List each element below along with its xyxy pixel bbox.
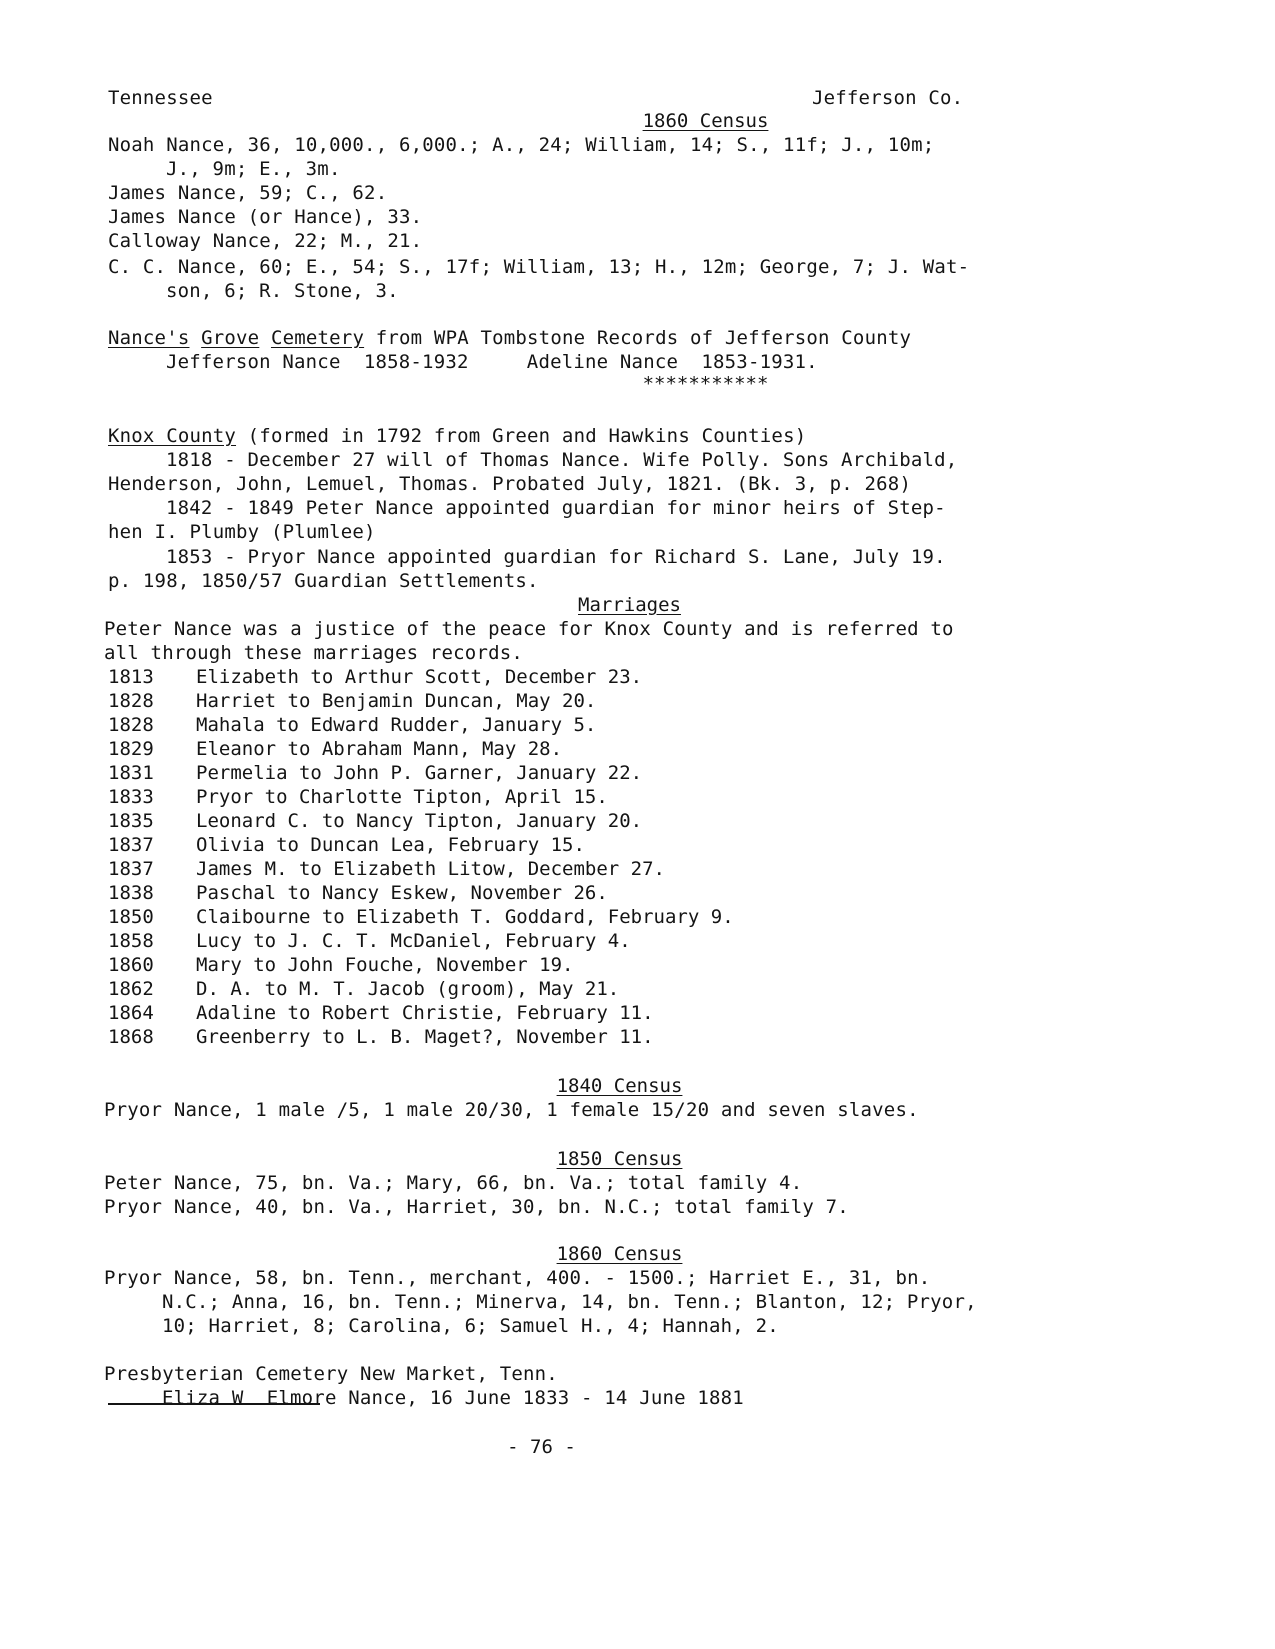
marriage-year: 1828 <box>108 714 154 736</box>
knox-line: p. 198, 1850/57 Guardian Settlements. <box>108 570 539 592</box>
marriage-year: 1850 <box>108 906 154 928</box>
census-line: James Nance, 59; C., 62. <box>108 182 388 204</box>
marriage-year: 1829 <box>108 738 154 760</box>
marriage-year: 1828 <box>108 690 154 712</box>
section-separator: *********** <box>642 373 769 395</box>
census-1860-knox-line: Pryor Nance, 58, bn. Tenn., merchant, 400. - 1500.; Harriet E., 31, bn. <box>104 1267 931 1289</box>
marriage-year: 1813 <box>108 666 154 688</box>
marriage-year: 1868 <box>108 1026 154 1048</box>
census-1850-line: Pryor Nance, 40, bn. Va., Harriet, 30, bn. N.C.; total family 7. <box>104 1196 849 1218</box>
marriage-year: 1837 <box>108 834 154 856</box>
census-line: son, 6; R. Stone, 3. <box>166 280 399 302</box>
marriage-text: Eleanor to Abraham Mann, May 28. <box>196 738 563 760</box>
knox-county-label: Knox County <box>108 425 237 447</box>
knox-heading <box>108 424 806 448</box>
marriage-text: Mary to John Fouche, November 19. <box>196 954 574 976</box>
census-1860-knox-heading: 1860 Census <box>556 1243 683 1265</box>
header-state: Tennessee <box>108 87 213 109</box>
marriage-text: Permelia to John P. Garner, January 22. <box>196 762 643 784</box>
marriage-text: Adaline to Robert Christie, February 11. <box>196 1002 654 1024</box>
census-1840-heading: 1840 Census <box>556 1075 683 1097</box>
marriages-intro: Peter Nance was a justice of the peace for Knox County and is referred to <box>104 618 954 640</box>
census-1850-line: Peter Nance, 75, bn. Va.; Mary, 66, bn. Va.; total family 4. <box>104 1172 803 1194</box>
footnote-title: Presbyterian Cemetery New Market, Tenn. <box>104 1363 558 1385</box>
cemetery-name-word: Grove <box>201 327 260 349</box>
census-1860-jefferson-heading: 1860 Census <box>642 110 769 132</box>
cemetery-name-word: Cemetery <box>270 327 365 349</box>
marriage-text: James M. to Elizabeth Litow, December 27. <box>196 858 665 880</box>
marriage-year: 1831 <box>108 762 154 784</box>
census-1860-knox-line: N.C.; Anna, 16, bn. Tenn.; Minerva, 14, bn. Tenn.; Blanton, 12; Pryor, <box>162 1291 977 1313</box>
census-1860-knox-line: 10; Harriet, 8; Carolina, 6; Samuel H., 4; Hannah, 2. <box>162 1315 779 1337</box>
census-1840-line: Pryor Nance, 1 male /5, 1 male 20/30, 1 female 15/20 and seven slaves. <box>104 1099 919 1121</box>
marriage-text: Olivia to Duncan Lea, February 15. <box>196 834 585 856</box>
census-line: J., 9m; E., 3m. <box>166 158 341 180</box>
knox-line: 1853 - Pryor Nance appointed guardian for Richard S. Lane, July 19. <box>166 546 946 568</box>
cemetery-source: from WPA Tombstone Records of Jefferson County <box>375 327 912 349</box>
marriage-year: 1860 <box>108 954 154 976</box>
cemetery-entry: Jefferson Nance 1858-1932 Adeline Nance 1853-1931. <box>166 351 818 373</box>
marriage-year: 1862 <box>108 978 154 1000</box>
marriages-intro: all through these marriages records. <box>104 642 524 664</box>
marriage-text: Leonard C. to Nancy Tipton, January 20. <box>196 810 643 832</box>
marriage-text: Greenberry to L. B. Maget?, November 11. <box>196 1026 654 1048</box>
marriage-year: 1833 <box>108 786 154 808</box>
census-line: C. C. Nance, 60; E., 54; S., 17f; William, 13; H., 12m; George, 7; J. Wat- <box>108 256 970 278</box>
marriage-year: 1837 <box>108 858 154 880</box>
footnote-line: Eliza W Elmore Nance, 16 June 1833 - 14 June 1881 <box>162 1387 744 1409</box>
page-number: - 76 - <box>507 1436 576 1458</box>
knox-line: hen I. Plumby (Plumlee) <box>108 521 376 543</box>
knox-formed: (formed in 1792 from Green and Hawkins Counties) <box>247 425 807 447</box>
census-line: James Nance (or Hance), 33. <box>108 206 423 228</box>
marriage-text: Mahala to Edward Rudder, January 5. <box>196 714 597 736</box>
marriage-text: D. A. to M. T. Jacob (groom), May 21. <box>196 978 620 1000</box>
cemetery-heading <box>108 326 911 350</box>
census-line: Calloway Nance, 22; M., 21. <box>108 230 423 252</box>
marriage-text: Pryor to Charlotte Tipton, April 15. <box>196 786 608 808</box>
census-line: Noah Nance, 36, 10,000., 6,000.; A., 24; William, 14; S., 11f; J., 10m; <box>108 134 935 156</box>
marriage-year: 1864 <box>108 1002 154 1024</box>
knox-line: Henderson, John, Lemuel, Thomas. Probated July, 1821. (Bk. 3, p. 268) <box>108 473 912 495</box>
header-county: Jefferson Co. <box>812 87 964 109</box>
census-1850-heading: 1850 Census <box>556 1148 683 1170</box>
marriage-year: 1858 <box>108 930 154 952</box>
marriage-text: Harriet to Benjamin Duncan, May 20. <box>196 690 597 712</box>
marriage-year: 1838 <box>108 882 154 904</box>
marriages-heading: Marriages <box>578 594 681 616</box>
knox-line: 1842 - 1849 Peter Nance appointed guardian for minor heirs of Step- <box>166 497 946 519</box>
marriage-year: 1835 <box>108 810 154 832</box>
marriage-text: Elizabeth to Arthur Scott, December 23. <box>196 666 643 688</box>
knox-line: 1818 - December 27 will of Thomas Nance. Wife Polly. Sons Archibald, <box>166 449 958 471</box>
marriage-text: Paschal to Nancy Eskew, November 26. <box>196 882 608 904</box>
cemetery-name-word: Nance's <box>108 327 190 349</box>
marriage-text: Lucy to J. C. T. McDaniel, February 4. <box>196 930 631 952</box>
marriage-text: Claibourne to Elizabeth T. Goddard, February 9. <box>196 906 734 928</box>
